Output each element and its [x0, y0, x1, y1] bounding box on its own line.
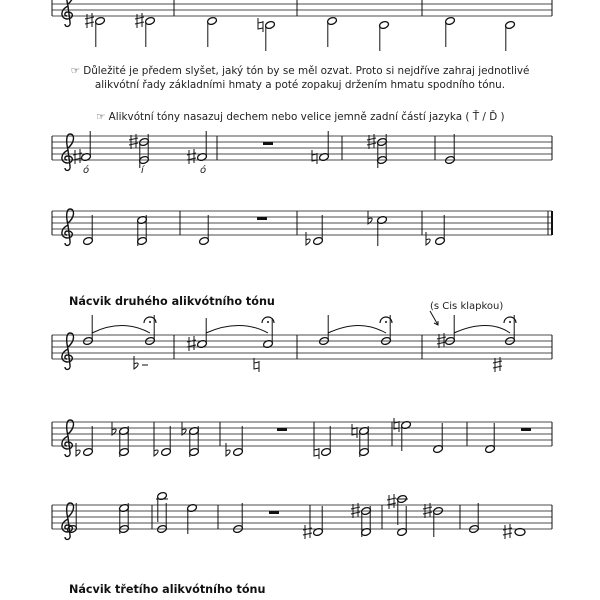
intro-paragraph — [0, 64, 600, 92]
instruction-line — [96, 111, 505, 123]
cis-key-annotation: (s Cis klapkou) — [430, 301, 504, 312]
syllable-i: í — [141, 165, 144, 176]
section-heading-second: Nácvik druhého alikvótního tónu — [69, 295, 275, 308]
intro-line-1 — [0, 64, 600, 78]
section-heading-third: Nácvik třetího alikvótního tónu — [69, 583, 266, 596]
syllable-o-2: ó — [200, 165, 207, 176]
pointing-hand-icon: ☞ — [96, 111, 106, 123]
intro-text-1: Důležité je předem slyšet, jaký tón by se měl ozvat. Proto si nejdříve zahraj jednotlivé — [83, 65, 530, 77]
pointing-hand-icon: ☞ — [70, 65, 80, 77]
instruction-text: Alikvótní tóny nasazuj dechem nebo velice jemně zadní částí jazyka ( Ť / Ď ) — [108, 111, 505, 123]
syllable-o-1: ó — [83, 165, 90, 176]
intro-text-2: alikvótní řady základními hmaty a poté zopakuj držením hmatu spodního tónu. — [94, 79, 506, 91]
